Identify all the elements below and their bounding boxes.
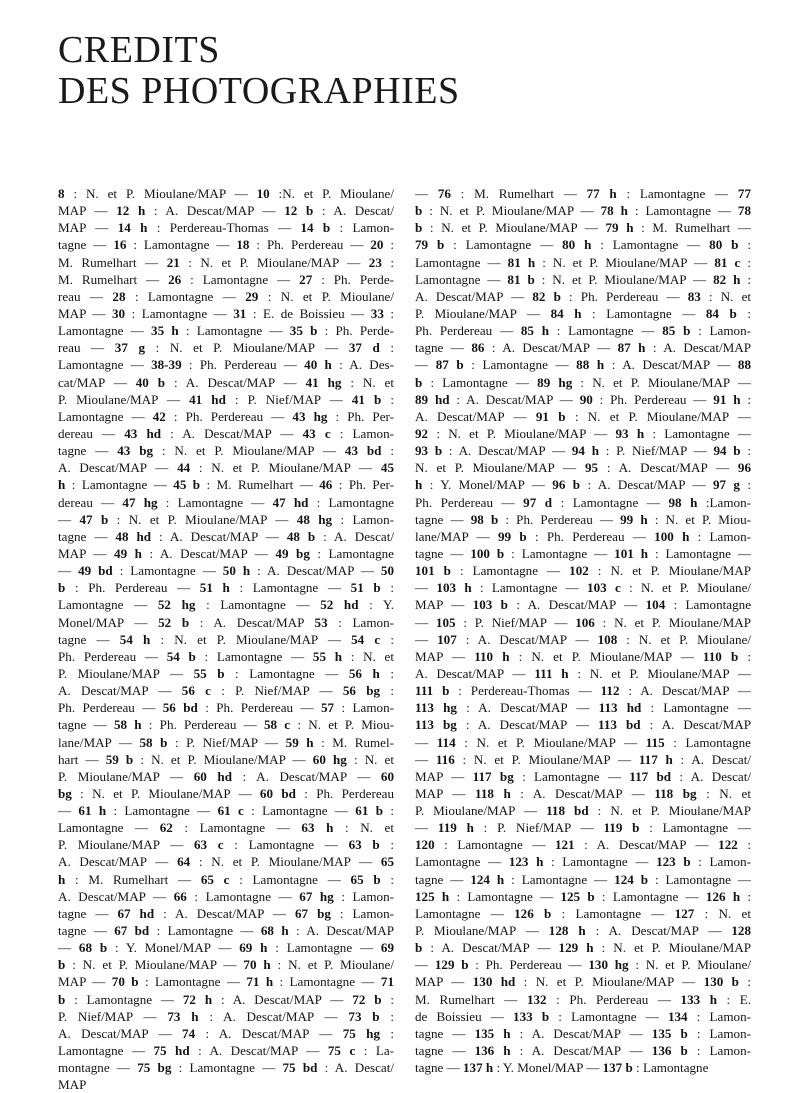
credit-line: 8 : N. et P. Mioulane/MAP — 10 :N. et P. Mioulane/ <box>58 186 394 201</box>
credit-line: — 114 : N. et P. Mioulane/MAP — 115 : Lamontagne <box>415 734 751 750</box>
credit-line: dereau — 47 hg : Lamontagne — 47 hd : Lamontagne <box>58 494 394 510</box>
credit-line: P. Mioulane/MAP — 55 b : Lamontagne — 56 h : <box>58 665 394 681</box>
credit-line: — 129 b : Ph. Perdereau — 130 hg : N. et P. Mioulane/ <box>415 957 751 973</box>
credit-line: montagne — 75 bg : Lamontagne — 75 bd : A. Descat/ <box>58 1060 394 1076</box>
credit-line: Ph. Perdereau — 56 bd : Ph. Perdereau — 57 : Lamon- <box>58 700 394 716</box>
credits-column-right <box>415 185 751 1076</box>
credit-line: — 116 : N. et P. Mioulane/MAP — 117 h : A. Descat/ <box>415 751 751 767</box>
credit-line: N. et P. Mioulane/MAP — 95 : A. Descat/MAP — 96 <box>415 460 751 476</box>
credit-line: A. Descat/MAP — 44 : N. et P. Mioulane/MAP — 45 <box>58 460 394 476</box>
credit-line: tagne — 100 b : Lamontagne — 101 h : Lamontagne — <box>415 545 751 561</box>
credit-line: MAP — 70 b : Lamontagne — 71 h : Lamontagne — 71 <box>58 974 394 990</box>
page-title <box>58 30 460 112</box>
credit-line: Lamontagne — 42 : Ph. Perdereau — 43 hg : Ph. Per- <box>58 408 394 424</box>
credit-line: — 87 b : Lamontagne — 88 h : A. Descat/MAP — 88 <box>415 357 751 373</box>
credit-line: tagne — 124 h : Lamontagne — 124 b : Lamontagne — <box>415 871 751 887</box>
credit-line: b : Lamontagne — 72 h : A. Descat/MAP — 72 b : <box>58 991 394 1007</box>
credit-line: MAP — 118 h : A. Descat/MAP — 118 bg : N. et <box>415 785 751 801</box>
credit-line: MAP — 49 h : A. Descat/MAP — 49 bg : Lamontagne <box>58 545 394 561</box>
credit-line: 101 b : Lamontagne — 102 : N. et P. Mioulane/MAP <box>415 563 751 579</box>
credit-line: MAP — 30 : Lamontagne — 31 : E. de Boissieu — 33 : <box>58 305 394 321</box>
credit-line: h : Lamontagne — 45 b : M. Rumelhart — 46 : Ph. Per- <box>58 477 394 493</box>
credit-line: — 61 h : Lamontagne — 61 c : Lamontagne — 61 b : <box>58 803 394 819</box>
credit-line: 89 hd : A. Descat/MAP — 90 : Ph. Perdereau — 91 h : <box>415 391 751 407</box>
credit-line: Lamontagne — 81 b : N. et P. Mioulane/MAP — 82 h : <box>415 271 751 287</box>
credit-line: 113 bg : A. Descat/MAP — 113 bd : A. Descat/MAP <box>415 717 751 733</box>
credit-line: Ph. Perdereau — 97 d : Lamontagne — 98 h :Lamon- <box>415 494 751 510</box>
credit-line: cat/MAP — 40 b : A. Descat/MAP — 41 hg : N. et <box>58 374 394 390</box>
credit-line: — 49 bd : Lamontagne — 50 h : A. Descat/MAP — 50 <box>58 563 394 579</box>
credit-line: Lamontagne — 62 : Lamontagne — 63 h : N. et <box>58 820 394 836</box>
credit-line: 120 : Lamontagne — 121 : A. Descat/MAP — 122 : <box>415 837 751 853</box>
credit-line: 113 hg : A. Descat/MAP — 113 hd : Lamontagne — <box>415 700 751 716</box>
credit-line: reau — 28 : Lamontagne — 29 : N. et P. Mioulane/ <box>58 288 394 304</box>
credit-line: tagne — 43 bg : N. et P. Mioulane/MAP — 43 bd : <box>58 443 394 459</box>
credit-line: Ph. Perdereau — 54 b : Lamontagne — 55 h : N. et <box>58 648 394 664</box>
credit-line: b : Ph. Perdereau — 51 h : Lamontagne — 51 b : <box>58 580 394 596</box>
credit-line: MAP — 130 hd : N. et P. Mioulane/MAP — 130 b : <box>415 974 751 990</box>
credit-line: — 107 : A. Descat/MAP — 108 : N. et P. Mioulane/ <box>415 631 751 647</box>
credit-line: A. Descat/MAP — 111 h : N. et P. Mioulane/MAP — <box>415 665 751 681</box>
credit-line: 125 h : Lamontagne — 125 b : Lamontagne — 126 h : <box>415 888 751 904</box>
credit-line: bg : N. et P. Mioulane/MAP — 60 bd : Ph. Perdereau <box>58 785 394 801</box>
credit-line: lane/MAP — 58 b : P. Nief/MAP — 59 h : M. Rumel- <box>58 734 394 750</box>
credit-line: 92 : N. et P. Mioulane/MAP — 93 h : Lamontagne — <box>415 425 751 441</box>
credit-line: tagne — 136 h : A. Descat/MAP — 136 b : Lamon- <box>415 1043 751 1059</box>
credit-line: Lamontagne — 126 b : Lamontagne — 127 : N. et <box>415 905 751 921</box>
credit-line: tagne — 58 h : Ph. Perdereau — 58 c : N. et P. Miou- <box>58 717 394 733</box>
credit-line: h : Y. Monel/MAP — 96 b : A. Descat/MAP — 97 g : <box>415 477 751 493</box>
credit-line: 93 b : A. Descat/MAP — 94 h : P. Nief/MAP — 94 b : <box>415 443 751 459</box>
credit-line: MAP — 14 h : Perdereau-Thomas — 14 b : Lamon- <box>58 220 394 236</box>
credit-line: — 47 b : N. et P. Mioulane/MAP — 48 hg : Lamon- <box>58 511 394 527</box>
credit-line: reau — 37 g : N. et P. Mioulane/MAP — 37 d : <box>58 340 394 356</box>
credit-line: Lamontagne — 52 hg : Lamontagne — 52 hd : Y. <box>58 597 394 613</box>
credit-line: A. Descat/MAP — 56 c : P. Nief/MAP — 56 bg : <box>58 683 394 699</box>
credit-line: P. Nief/MAP — 73 h : A. Descat/MAP — 73 b : <box>58 1008 394 1024</box>
credit-line: A. Descat/MAP — 64 : N. et P. Mioulane/MAP — 65 <box>58 854 394 870</box>
credit-line: P. Mioulane/MAP — 63 c : Lamontagne — 63 b : <box>58 837 394 853</box>
credit-line: lane/MAP — 99 b : Ph. Perdereau — 100 h : Lamon- <box>415 528 751 544</box>
credit-line: b : N. et P. Mioulane/MAP — 79 h : M. Rumelhart — <box>415 220 751 236</box>
credit-line: tagne — 48 hd : A. Descat/MAP — 48 b : A. Descat/ <box>58 528 394 544</box>
credit-line: MAP <box>58 1077 87 1093</box>
credit-line: A. Descat/MAP — 74 : A. Descat/MAP — 75 hg : <box>58 1025 394 1041</box>
credit-line: P. Mioulane/MAP — 118 bd : N. et P. Mioulane/MAP <box>415 803 751 819</box>
credit-line: hart — 59 b : N. et P. Mioulane/MAP — 60 hg : N. et <box>58 751 394 767</box>
credit-line: A. Descat/MAP — 82 b : Ph. Perdereau — 83 : N. et <box>415 288 751 304</box>
credit-line: Lamontagne — 123 h : Lamontagne — 123 b : Lamon- <box>415 854 751 870</box>
credit-line: — 103 h : Lamontagne — 103 c : N. et P. Mioulane/ <box>415 580 751 596</box>
credit-line: 111 b : Perdereau-Thomas — 112 : A. Descat/MAP — <box>415 683 751 699</box>
credit-line: P. Mioulane/MAP — 84 h : Lamontagne — 84 b : <box>415 305 751 321</box>
credit-line: tagne — 98 b : Ph. Perdereau — 99 h : N. et P. Miou- <box>415 511 751 527</box>
credit-line: tagne — 67 bd : Lamontagne — 68 h : A. Descat/MAP <box>58 923 394 939</box>
credit-line: Monel/MAP — 52 b : A. Descat/MAP 53 : Lamon- <box>58 614 394 630</box>
credit-line: b : N. et P. Mioulane/MAP — 78 h : Lamontagne — 78 <box>415 203 751 219</box>
credit-line: MAP — 12 h : A. Descat/MAP — 12 b : A. Descat/ <box>58 203 394 219</box>
credit-line: Lamontagne — 75 hd : A. Descat/MAP — 75 c : La- <box>58 1043 394 1059</box>
credit-line: Lamontagne — 38-39 : Ph. Perdereau — 40 h : A. Des- <box>58 357 394 373</box>
credit-line: MAP — 110 h : N. et P. Mioulane/MAP — 110 b : <box>415 648 751 664</box>
credit-line: MAP — 117 bg : Lamontagne — 117 bd : A. Descat/ <box>415 768 751 784</box>
credit-line: M. Rumelhart — 132 : Ph. Perdereau — 133 h : E. <box>415 991 751 1007</box>
page-title-line-2: DES PHOTOGRAPHIES <box>58 70 460 112</box>
credit-line: tagne — 16 : Lamontagne — 18 : Ph. Perdereau — 20 : <box>58 237 394 253</box>
credit-line: dereau — 43 hd : A. Descat/MAP — 43 c : Lamon- <box>58 425 394 441</box>
credit-line: tagne — 86 : A. Descat/MAP — 87 h : A. Descat/MAP <box>415 340 751 356</box>
credit-line: b : Lamontagne — 89 hg : N. et P. Mioulane/MAP — <box>415 374 751 390</box>
credit-line: P. Mioulane/MAP — 128 h : A. Descat/MAP — 128 <box>415 923 751 939</box>
credit-line: tagne — 137 h : Y. Monel/MAP — 137 b : Lamontagne <box>415 1060 709 1076</box>
credit-line: Ph. Perdereau — 85 h : Lamontagne — 85 b : Lamon- <box>415 323 751 339</box>
credit-line: P. Mioulane/MAP — 41 hd : P. Nief/MAP — 41 b : <box>58 391 394 407</box>
credit-line: h : M. Rumelhart — 65 c : Lamontagne — 65 b : <box>58 871 394 887</box>
credit-line: tagne — 54 h : N. et P. Mioulane/MAP — 54 c : <box>58 631 394 647</box>
credit-line: b : A. Descat/MAP — 129 h : N. et P. Mioulane/MAP <box>415 940 751 956</box>
credits-column-left <box>58 185 394 1093</box>
credit-line: A. Descat/MAP — 66 : Lamontagne — 67 hg : Lamon- <box>58 888 394 904</box>
credit-line: de Boissieu — 133 b : Lamontagne — 134 : Lamon- <box>415 1008 751 1024</box>
credit-line: M. Rumelhart — 21 : N. et P. Mioulane/MAP — 23 : <box>58 254 394 270</box>
credit-line: Lamontagne — 81 h : N. et P. Mioulane/MAP — 81 c : <box>415 254 751 270</box>
credit-line: P. Mioulane/MAP — 60 hd : A. Descat/MAP — 60 <box>58 768 394 784</box>
credit-line: — 119 h : P. Nief/MAP — 119 b : Lamontagne — <box>415 820 751 836</box>
credit-line: — 68 b : Y. Monel/MAP — 69 h : Lamontagne — 69 <box>58 940 394 956</box>
credit-line: — 105 : P. Nief/MAP — 106 : N. et P. Mioulane/MAP <box>415 614 751 630</box>
credit-line: A. Descat/MAP — 91 b : N. et P. Mioulane/MAP — <box>415 408 751 424</box>
credit-line: Lamontagne — 35 h : Lamontagne — 35 b : Ph. Perde- <box>58 323 394 339</box>
credit-line: b : N. et P. Mioulane/MAP — 70 h : N. et P. Mioulane/ <box>58 957 394 973</box>
credit-line: — 76 : M. Rumelhart — 77 h : Lamontagne — 77 <box>415 186 751 201</box>
credit-line: M. Rumelhart — 26 : Lamontagne — 27 : Ph. Perde- <box>58 271 394 287</box>
credit-line: 79 b : Lamontagne — 80 h : Lamontagne — 80 b : <box>415 237 751 253</box>
credit-line: MAP — 103 b : A. Descat/MAP — 104 : Lamontagne <box>415 597 751 613</box>
page-title-line-1: CREDITS <box>58 29 220 71</box>
credit-line: tagne — 67 hd : A. Descat/MAP — 67 bg : Lamon- <box>58 905 394 921</box>
credit-line: tagne — 135 h : A. Descat/MAP — 135 b : Lamon- <box>415 1025 751 1041</box>
